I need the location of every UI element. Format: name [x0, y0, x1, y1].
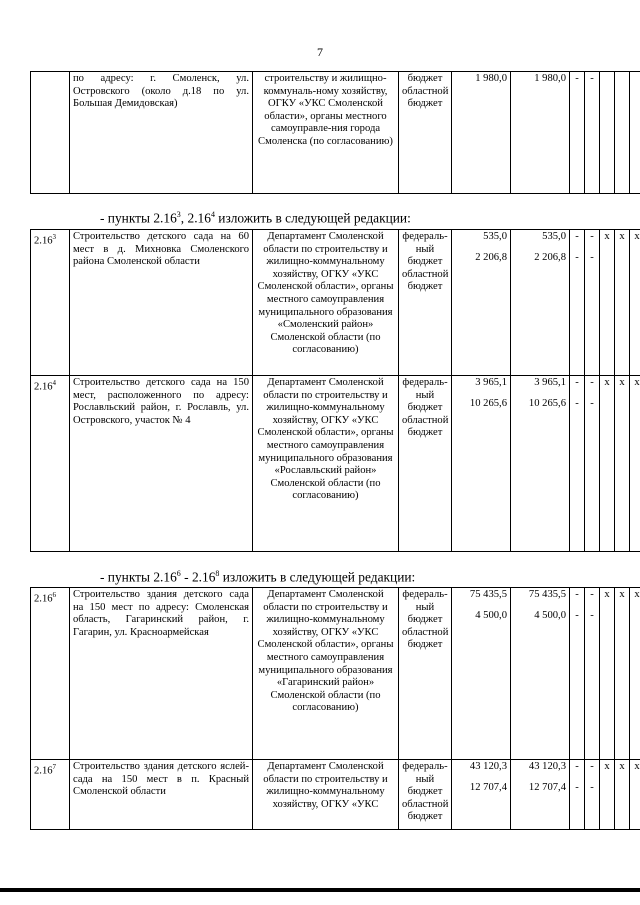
funding-source: федераль- ный бюджет областной бюджет [399, 376, 452, 552]
row-number: 2.16$^4$ [31, 376, 70, 552]
amount-year: 3 965,1 10 265,6 [511, 376, 570, 552]
table-row [31, 760, 640, 830]
marker-cell: - - [570, 588, 585, 760]
executor: строительству и жилищно-коммуналь-ному хозяйству, ОГКУ «УКС Смоленской области», органы местного самоуправле-ния города Смоленска (по согласованию) [253, 72, 399, 194]
marker-cell: - - [585, 230, 600, 376]
object-name: Строительство здания детского сада на 150 мест по адресу: Смоленская область, Гагаринский район, г. Гагарин, ул. Красноармейская [70, 588, 253, 760]
program-table-continued [30, 71, 640, 194]
marker-cell: x [630, 588, 640, 760]
object-name: Строительство детского сада на 150 мест, расположенного по адресу: Рославльский район, г. Рославль, ул. Островского, участок № 4 [70, 376, 253, 552]
marker-cell: - - [585, 588, 600, 760]
marker-cell: x [615, 760, 630, 830]
marker-cell [615, 72, 630, 194]
program-table [30, 587, 640, 830]
amount-year: 535,0 2 206,8 [511, 230, 570, 376]
table-row [31, 230, 640, 376]
marker-cell [600, 72, 615, 194]
object-name: по адресу: г. Смоленск, ул. Островского (около д.18 по ул. Большая Демидовская) [70, 72, 253, 194]
executor: Департамент Смоленской области по строительству и жилищно-коммунальному хозяйству, ОГКУ «УКС Смоленской области», органы местного самоуправления муниципального образования «Гагаринский район» Смоленской области (по согласованию) [253, 588, 399, 760]
amount-year: 75 435,5 4 500,0 [511, 588, 570, 760]
marker-cell: - - [585, 760, 600, 830]
marker-cell: x [630, 760, 640, 830]
marker-cell: - - [585, 376, 600, 552]
amount-total: 1 980,0 [452, 72, 511, 194]
amount-total: 3 965,1 10 265,6 [452, 376, 511, 552]
row-number: 2.16$^3$ [31, 230, 70, 376]
executor: Департамент Смоленской области по строительству и жилищно-коммунальному хозяйству, ОГКУ «УКС Смоленской области», органы местного самоуправления муниципального образования «Смоленский район» Смоленской области (по согласованию) [253, 230, 399, 376]
page-number: 7 [317, 45, 323, 59]
scan-edge-line [0, 888, 640, 892]
marker-cell: x [600, 376, 615, 552]
marker-cell: x [615, 588, 630, 760]
amount-year: 1 980,0 [511, 72, 570, 194]
section-heading: - пункты 2.16$^3$, 2.16$^4$ изложить в следующей редакции: [100, 210, 411, 226]
marker-cell: x [630, 376, 640, 552]
marker-cell: - [570, 72, 585, 194]
funding-source: федераль- ный бюджет областной бюджет [399, 588, 452, 760]
executor: Департамент Смоленской области по строительству и жилищно-коммунальному хозяйству, ОГКУ «УКС Смоленской области», органы местного самоуправления муниципального образования «Рославльский район» Смоленской области (по согласованию) [253, 376, 399, 552]
object-name: Строительство детского сада на 60 мест в д. Михновка Смоленского района Смоленской области [70, 230, 253, 376]
object-name: Строительство здания детского яслей-сада на 150 мест в п. Красный Смоленской области [70, 760, 253, 830]
row-number [31, 72, 70, 194]
marker-cell: x [600, 588, 615, 760]
marker-cell: x [600, 760, 615, 830]
amount-total: 535,0 2 206,8 [452, 230, 511, 376]
marker-cell: - - [570, 376, 585, 552]
program-table [30, 229, 640, 552]
funding-source: федераль- ный бюджет областной бюджет [399, 760, 452, 830]
marker-cell: - - [570, 760, 585, 830]
funding-source: бюджет областной бюджет [399, 72, 452, 194]
row-number: 2.16$^7$ [31, 760, 70, 830]
marker-cell: x [615, 230, 630, 376]
marker-cell: x [600, 230, 615, 376]
marker-cell: x [615, 376, 630, 552]
table-row [31, 376, 640, 552]
section-heading: - пункты 2.16$^6$ - 2.16$^8$ изложить в следующей редакции: [100, 569, 416, 585]
marker-cell [630, 72, 640, 194]
marker-cell: x [630, 230, 640, 376]
row-number: 2.16$^6$ [31, 588, 70, 760]
funding-source: федераль- ный бюджет областной бюджет [399, 230, 452, 376]
amount-total: 43 120,3 12 707,4 [452, 760, 511, 830]
executor: Департамент Смоленской области по строительству и жилищно-коммунальному хозяйству, ОГКУ «УКС [253, 760, 399, 830]
amount-year: 43 120,3 12 707,4 [511, 760, 570, 830]
table-row [31, 72, 640, 194]
table-row [31, 588, 640, 760]
marker-cell: - - [570, 230, 585, 376]
amount-total: 75 435,5 4 500,0 [452, 588, 511, 760]
marker-cell: - [585, 72, 600, 194]
